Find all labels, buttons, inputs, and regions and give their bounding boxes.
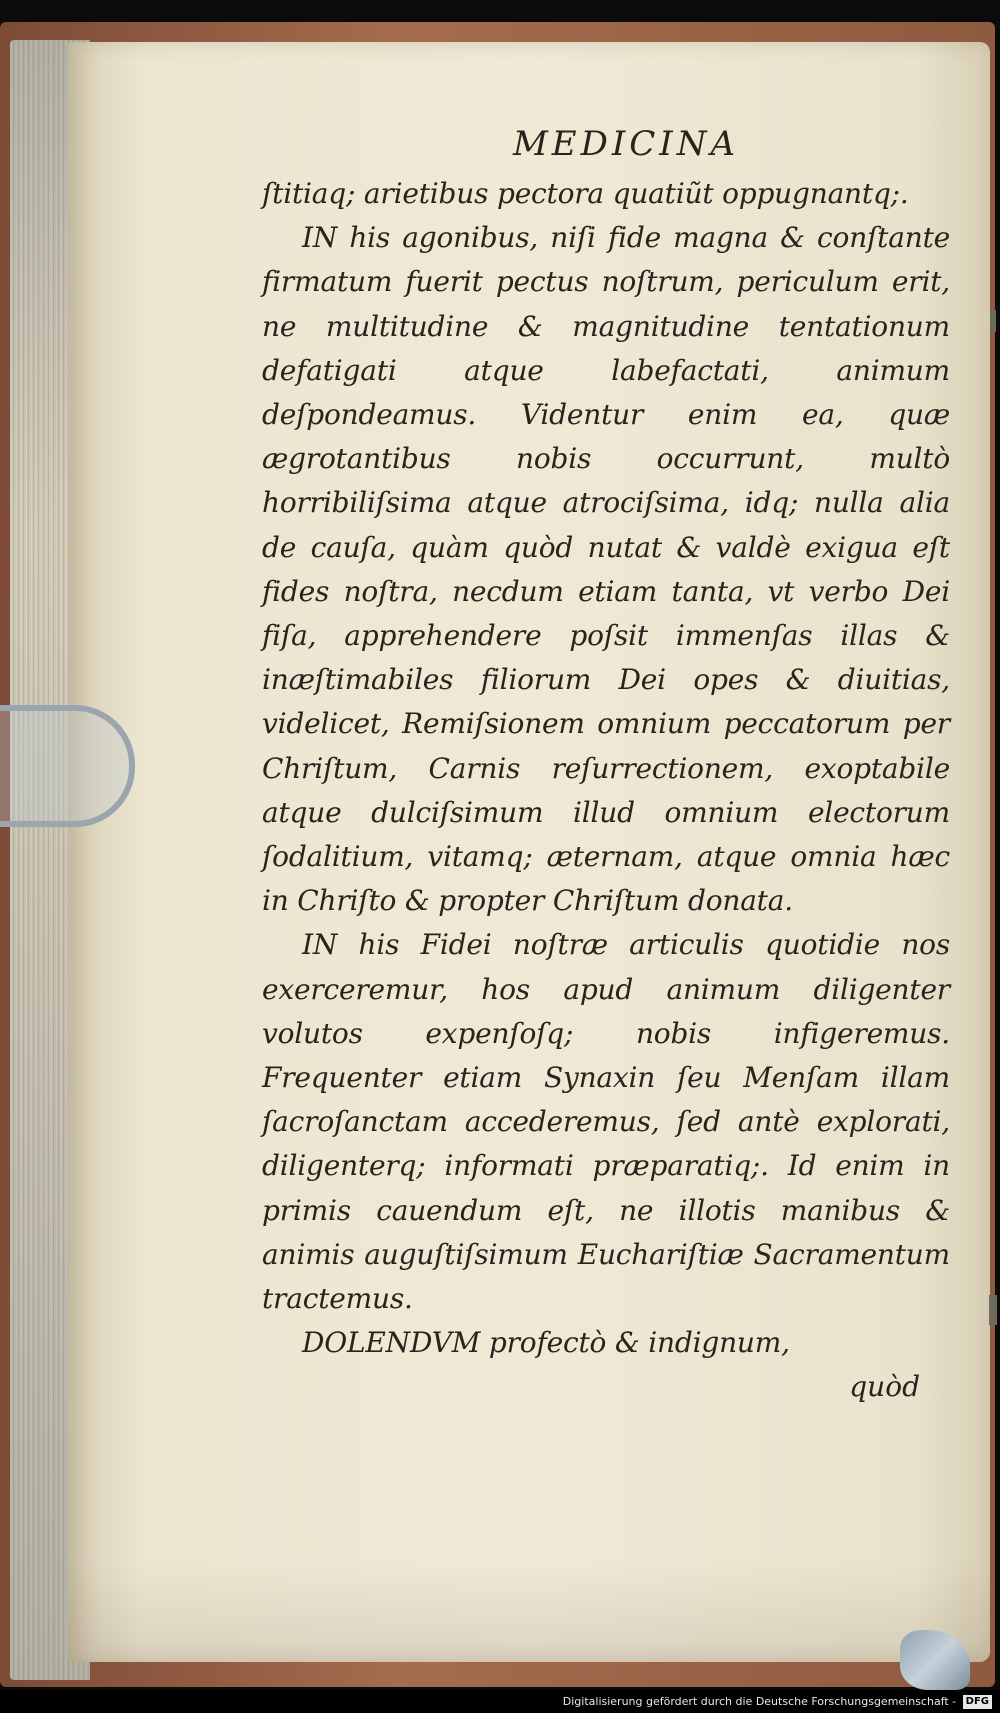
paragraph: IN his Fidei noſtræ articulis quotidie nos exerceremur, hos apud animum diligenter volutos expenſoſq; nobis infigeremus. Frequenter etiam Synaxin ſeu Menſam illam ſacroſanctam accederemus, ſed antè explorati, diligenterq; informati præparatiq;. Id enim in primis cauendum eſt, ne illotis manibus & animis auguſtiſsimum Euchariſtiæ Sacramentum tractemus. [262,928,950,1316]
paragraph: DOLENDVM profectò & indignum, [302,1326,790,1360]
dfg-logo: DFG [963,1695,992,1709]
footer-credit: Digitalisierung gefördert durch die Deutsche Forschungsgemeinschaft - [562,1695,957,1708]
digitization-footer [0,1690,1000,1713]
page-tab [990,310,996,332]
paragraph: IN his agonibus, niſi fide magna & conſtante firmatum fuerit pectus noſtrum, periculum erit, ne multitudine & magnitudine tentationum defatigati atque labefactati, animum deſpondeamus. Videntur enim ea, quæ ægrotantibus nobis occurrunt, multò horribiliſsima atque atrociſsima, idq; nulla alia de cauſa, quàm quòd nutat & valdè exigua eſt fides noſtra, necdum etiam tanta, vt verbo Dei fiſa, apprehendere poſsit immenſas illas & inæſtimabiles filiorum Dei opes & diuitias, videlicet, Remiſsionem omnium peccatorum per Chriſtum, Carnis reſurrectionem, exoptabile atque dulciſsimum illud omnium electorum ſodalitium, vitamq; æternam, atque omnia hæc in Chriſto & propter Chriſtum donata. [262,221,950,918]
page-clip [0,705,135,827]
page-text [262,122,950,1409]
paragraph-continuation: ſtitiaq; arietibus pectora quatiũt oppugnantq;. [262,177,909,210]
page-shadow [68,1560,990,1662]
catchword: quòd [849,1370,920,1404]
page-tab [989,1295,997,1325]
running-header: MEDICINA [512,124,740,164]
